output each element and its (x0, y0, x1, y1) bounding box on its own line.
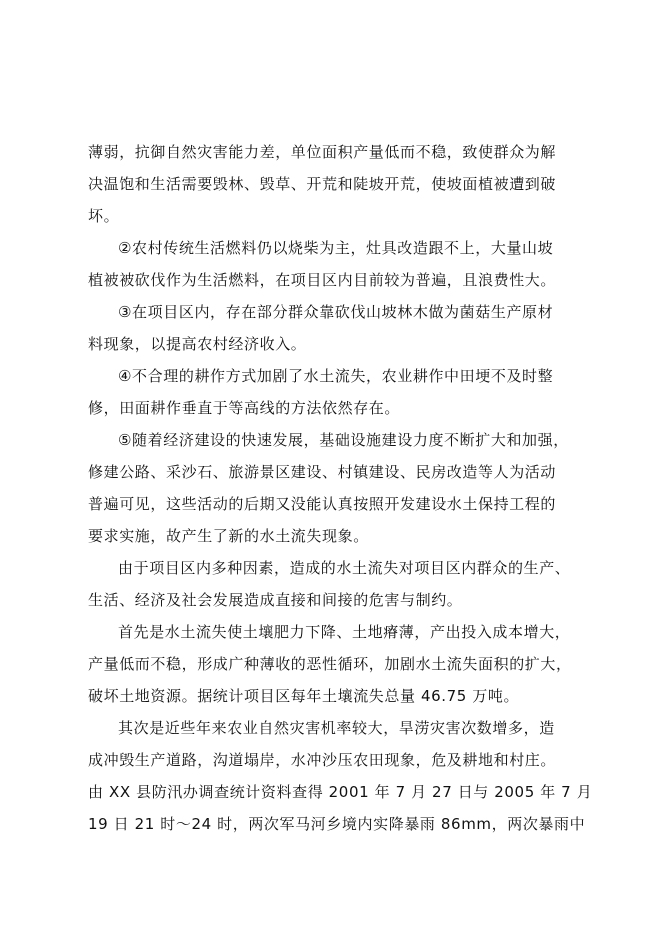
text-line: 其次是近些年来农业自然灾害机率较大，旱涝灾害次数增多，造 (118, 719, 555, 737)
text-line: ③在项目区内，存在部分群众靠砍伐山坡林木做为菌菇生产原材 (118, 303, 554, 321)
paragraph (88, 712, 593, 840)
text-line: 首先是水土流失使土壤肥力下降、土地瘠薄，产出投入成本增大， (118, 623, 571, 641)
text-line: 坏。 (88, 207, 120, 225)
text-line: 19 日 21 时～24 时，两次军马河乡境内实降暴雨 86mm，两次暴雨中 (88, 815, 586, 833)
text-line: 植被被砍伐作为生活燃料，在项目区内目前较为普遍，且浪费性大。 (88, 271, 557, 289)
text-line: ②农村传统生活燃料仍以烧柴为主，灶具改造跟不上，大量山坡 (118, 239, 554, 257)
text-line: 普遍可见，这些活动的后期又没能认真按照开发建设水土保持工程的 (88, 495, 557, 513)
text-line: 修建公路、采沙石、旅游景区建设、村镇建设、民房改造等人为活动 (88, 463, 557, 481)
paragraph (88, 296, 568, 360)
text-line: 生活、经济及社会发展造成直接和间接的危害与制约。 (88, 591, 463, 609)
text-line: 要求实施，故产生了新的水土流失现象。 (88, 527, 369, 545)
text-line: 修，田面耕作垂直于等高线的方法依然存在。 (88, 399, 401, 417)
paragraph (88, 552, 571, 616)
text-line: 破坏土地资源。据统计项目区每年土壤流失总量 46.75 万吨。 (88, 687, 520, 705)
text-line: 产量低而不稳，形成广种薄收的恶性循环，加剧水土流失面积的扩大， (88, 655, 572, 673)
text-line: 由 XX 县防汛办调查统计资料查得 2001 年 7 月 27 日与 2005 年 7 月 (88, 783, 593, 801)
text-line: 料现象，以提高农村经济收入。 (88, 335, 307, 353)
text-line: ⑤随着经济建设的快速发展，基础设施建设力度不断扩大和加强， (118, 431, 569, 449)
document-body (88, 136, 593, 840)
text-line: 薄弱，抗御自然灾害能力差，单位面积产量低而不稳，致使群众为解 (88, 143, 557, 161)
paragraph (88, 360, 568, 424)
paragraph (88, 424, 568, 552)
text-line: ④不合理的耕作方式加剧了水土流失，农业耕作中田埂不及时整 (118, 367, 554, 385)
paragraph (88, 232, 568, 296)
text-line: 由于项目区内多种因素，造成的水土流失对项目区内群众的生产、 (118, 559, 571, 577)
text-line: 成冲毁生产道路，沟道塌岸，水冲沙压农田现象，危及耕地和村庄。 (88, 751, 557, 769)
text-line: 决温饱和生活需要毁林、毁草、开荒和陡坡开荒，使坡面植被遭到破 (88, 175, 557, 193)
paragraph (88, 136, 568, 232)
paragraph (88, 616, 572, 712)
